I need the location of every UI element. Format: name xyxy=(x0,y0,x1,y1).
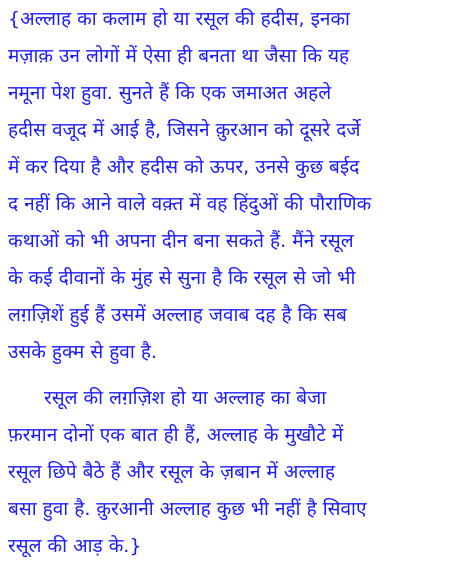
text-line-7: कथाओं को भी अपना दीन बना सकते हैं. मैंने रसूल xyxy=(8,230,354,252)
text-line-10: उसके हुक्म से हुवा है. xyxy=(8,341,157,363)
text-line-5: में कर दिया है और हदीस को ऊपर, उनसे कुछ बईद xyxy=(8,156,360,178)
text-line-3: नमूना पेश हुवा. सुनते हैं कि एक जमाअत अहले xyxy=(8,82,332,104)
text-line-11: रसूल की लग़ज़िश हो या अल्लाह का बेजा xyxy=(44,387,327,409)
text-line-14: बसा हुवा है. क़ुरआनी अल्लाह कुछ भी नहीं है सिवाए xyxy=(8,498,367,520)
text-line-4: हदीस वजूद में आई है, जिसने क़ुरआन को दूसरे दर्जे xyxy=(8,119,361,141)
text-line-2: मज़ाक़ उन लोगों में ऐसा ही बनता था जैसा कि यह xyxy=(8,45,350,67)
text-line-9: लग़ज़िशें हुई हैं उसमें अल्लाह जवाब दह है कि सब xyxy=(8,304,347,326)
text-line-8: के कई दीवानों के मुंह से सुना है कि रसूल से जो भी xyxy=(8,267,356,289)
text-line-6: द नहीं कि आने वाले वक़्त में वह हिंदुओं की पौराणिक xyxy=(8,193,372,215)
text-line-12: फ़रमान दोनों एक बात ही हैं, अल्लाह के मुखौटे में xyxy=(8,424,344,446)
text-line-15: रसूल की आड़ के.} xyxy=(8,535,142,557)
text-line-13: रसूल छिपे बैठे हैं और रसूल के ज़बान में अल्लाह xyxy=(8,461,335,483)
text-line-1: {अल्लाह का कलाम हो या रसूल की हदीस, इनका xyxy=(8,8,350,30)
